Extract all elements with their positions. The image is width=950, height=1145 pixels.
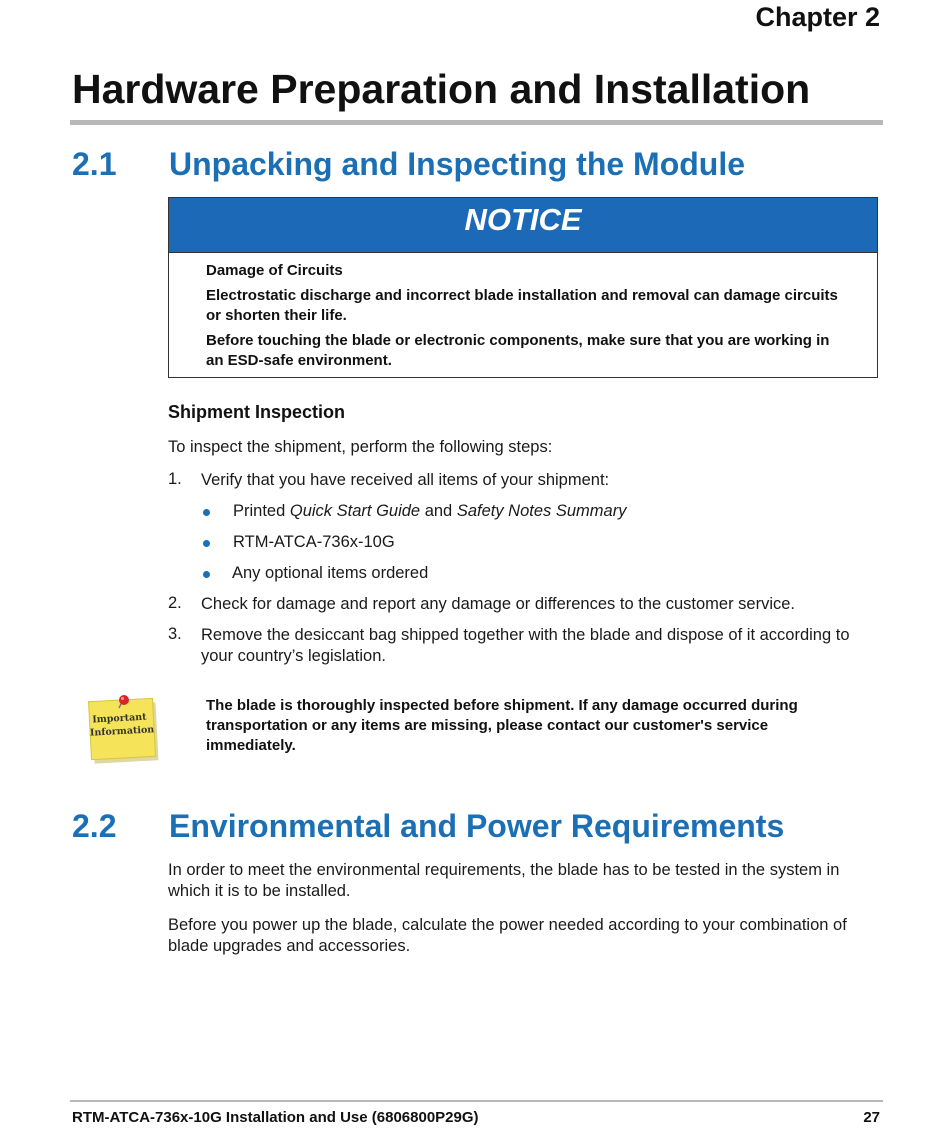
- safety-notes-summary-title: Safety Notes Summary: [456, 502, 627, 520]
- title-divider: [70, 120, 883, 125]
- section-2-1-number: 2.1: [72, 146, 117, 182]
- step-2-number: 2.: [168, 594, 182, 612]
- bullet-item-3: Any optional items ordered: [232, 564, 429, 582]
- bullet-item-2: RTM-ATCA-736x-10G: [233, 533, 395, 551]
- notice-box: [168, 197, 878, 378]
- step-3-text: Remove the desiccant bag shipped together with the blade and dispose of it according to your country’s legislation.: [201, 626, 850, 665]
- page-number: 27: [863, 1109, 880, 1126]
- shipment-inspection-heading: Shipment Inspection: [168, 402, 346, 422]
- notice-subject: Damage of Circuits: [206, 262, 343, 279]
- section-2-2-title: Environmental and Power Requirements: [169, 808, 785, 844]
- bullet-item-1: [233, 501, 626, 522]
- step-3-number: 3.: [168, 625, 182, 643]
- section-2-1-title: Unpacking and Inspecting the Module: [169, 146, 746, 182]
- section-2-2-number: 2.2: [72, 808, 117, 844]
- step-1-number: 1.: [168, 470, 182, 488]
- notice-heading: NOTICE: [169, 198, 877, 253]
- shipment-intro: To inspect the shipment, perform the following steps:: [168, 438, 553, 456]
- notice-body: [169, 253, 877, 371]
- bullet-dot: [203, 540, 210, 547]
- chapter-title: Hardware Preparation and Installation: [72, 66, 811, 112]
- important-information-text: The blade is thoroughly inspected before shipment. If any damage occurred during transportation or any items are missing, please contact our customer's service immediately.: [206, 697, 798, 754]
- environment-paragraph-1: In order to meet the environmental requirements, the blade has to be tested in the system in which it is to be installed.: [168, 861, 840, 900]
- notice-line-2: Before touching the blade or electronic components, make sure that you are working in an ESD-safe environment.: [206, 332, 830, 369]
- notice-line-1: Electrostatic discharge and incorrect blade installation and removal can damage circuits or shorten their life.: [206, 287, 838, 324]
- chapter-label: Chapter 2: [755, 2, 880, 32]
- footer-document-title: RTM-ATCA-736x-10G Installation and Use (6806800P29G): [72, 1109, 479, 1126]
- quick-start-guide-title: Quick Start Guide: [289, 502, 421, 520]
- bullet-dot: [203, 509, 210, 516]
- bullet-dot: [203, 571, 210, 578]
- bullet-1-text-a: Printed: [233, 502, 290, 520]
- footer-divider: [70, 1100, 883, 1102]
- environment-paragraph-2: Before you power up the blade, calculate the power needed according to your combination of blade upgrades and accessories.: [168, 916, 847, 955]
- bullet-1-text-c: and: [420, 502, 457, 520]
- step-1-text: Verify that you have received all items of your shipment:: [201, 471, 610, 489]
- sticky-note-line-2: Information: [89, 724, 155, 739]
- pushpin-icon: [119, 695, 129, 705]
- important-information-icon: [86, 694, 160, 766]
- step-2-text: Check for damage and report any damage or differences to the customer service.: [201, 595, 796, 613]
- sticky-note-line-1: Important: [92, 711, 147, 726]
